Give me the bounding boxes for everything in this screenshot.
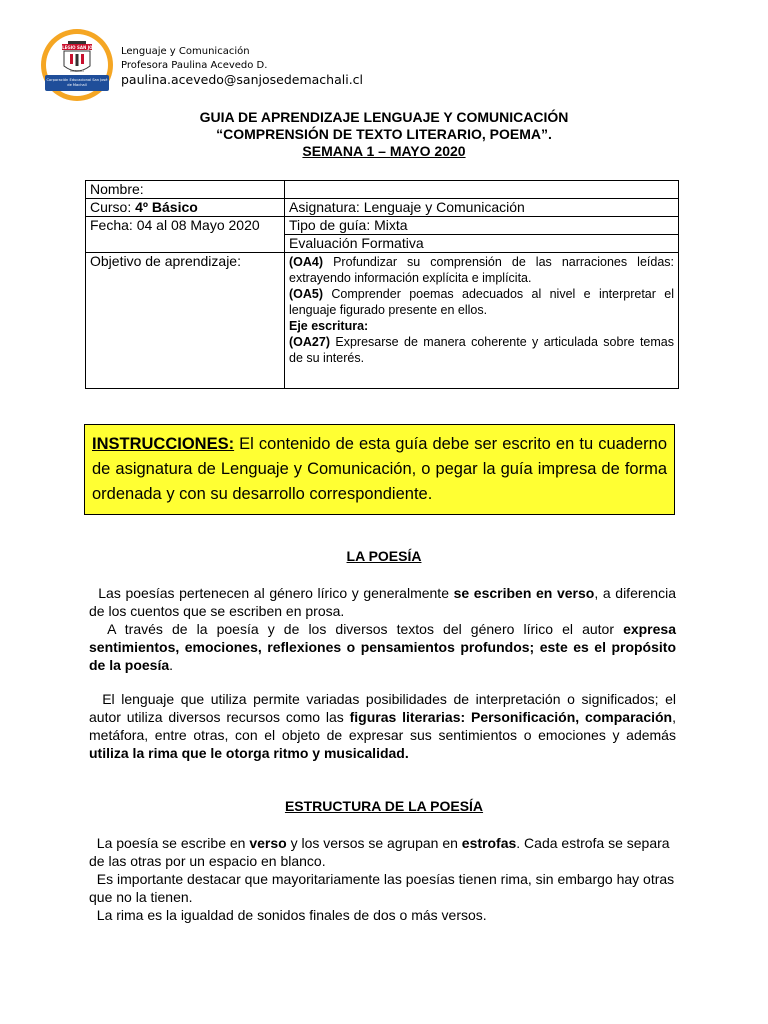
oa4-objective bbox=[289, 254, 674, 286]
tipo-guia-cell: Tipo de guía: Mixta bbox=[285, 217, 679, 235]
text-run: , a diferencia de los cuentos que se escriben en prosa. bbox=[89, 585, 680, 619]
bold-run: figuras literarias: Personificación, comparación bbox=[349, 709, 673, 725]
poesia-paragraph-3 bbox=[89, 690, 680, 762]
section-title-poesia: LA POESÍA bbox=[346, 548, 422, 564]
bold-run: expresa sentimientos, emociones, reflexiones o pensamientos profundos; este es el propósito de la poesía bbox=[89, 621, 680, 673]
logo-ribbon-text: Corporación Educacional San José de Machalí bbox=[46, 78, 108, 87]
text-run: El lenguaje que utiliza permite variadas posibilidades de interpretación o significados; el autor utiliza diversos recursos como las bbox=[89, 691, 680, 725]
text-run: . Cada estrofa se separa de las otras por un espacio en blanco. bbox=[89, 835, 674, 869]
oa4-text: Profundizar su comprensión de las narraciones leídas: extrayendo información explícita e implícita. bbox=[289, 255, 674, 285]
bold-run: se escriben en verso bbox=[453, 585, 595, 601]
poesia-paragraph-2 bbox=[89, 620, 680, 674]
fecha-cell: Fecha: 04 al 08 Mayo 2020 bbox=[86, 217, 285, 253]
title-line-2: “COMPRENSIÓN DE TEXTO LITERARIO, POEMA”. bbox=[216, 126, 552, 142]
header-info bbox=[121, 45, 363, 87]
curso-label: Curso: bbox=[90, 199, 136, 215]
poesia-paragraph-1 bbox=[89, 584, 680, 620]
text-run: , metáfora, entre otras, con el objeto de expresar sus sentimientos o emociones y además bbox=[89, 709, 680, 743]
instructions-box bbox=[84, 424, 675, 515]
bold-run: utiliza la rima que le otorga ritmo y musicalidad. bbox=[89, 745, 409, 761]
school-logo bbox=[40, 28, 114, 102]
table-row bbox=[86, 253, 679, 389]
title-line-1: GUIA DE APRENDIZAJE LENGUAJE Y COMUNICACIÓN bbox=[199, 109, 569, 125]
info-table bbox=[85, 180, 679, 389]
header-teacher: Profesora Paulina Acevedo D. bbox=[121, 60, 268, 71]
document-title bbox=[0, 109, 768, 160]
table-row bbox=[86, 181, 679, 199]
header-subject: Lenguaje y Comunicación bbox=[121, 46, 250, 57]
header-email: paulina.acevedo@sanjosedemachali.cl bbox=[121, 72, 364, 87]
oa5-text: Comprender poemas adecuados al nivel e interpretar el lenguaje figurado presente en ellos. bbox=[289, 287, 674, 317]
text-run: A través de la poesía y de los diversos textos del género lírico el autor bbox=[89, 621, 624, 637]
oa5-objective bbox=[289, 286, 674, 318]
oa27-objective bbox=[289, 334, 674, 366]
oa27-code: (OA27) bbox=[289, 335, 330, 349]
table-row bbox=[86, 217, 679, 235]
estructura-paragraph-3: La rima es la igualdad de sonidos finales de dos o más versos. bbox=[89, 907, 487, 923]
estructura-paragraph-2: Es importante destacar que mayoritariamente las poesías tienen rima, sin embargo hay otras que no la tienen. bbox=[89, 871, 679, 905]
objetivos-cell bbox=[285, 253, 679, 389]
bold-run: verso bbox=[249, 835, 287, 851]
oa5-code: (OA5) bbox=[289, 287, 324, 301]
text-run: y los versos se agrupan en bbox=[286, 835, 462, 851]
evaluacion-cell: Evaluación Formativa bbox=[285, 235, 679, 253]
bold-run: estrofas bbox=[461, 835, 517, 851]
text-run: Las poesías pertenecen al género lírico y generalmente bbox=[89, 585, 454, 601]
asignatura-cell: Asignatura: Lenguaje y Comunicación bbox=[285, 199, 679, 217]
title-line-3: SEMANA 1 – MAYO 2020 bbox=[302, 143, 466, 159]
logo-place-text: MACHALÍ bbox=[70, 69, 84, 73]
oa27-text: Expresarse de manera coherente y articulada sobre temas de su interés. bbox=[289, 335, 674, 365]
instructions-label: INSTRUCCIONES: bbox=[92, 435, 235, 453]
nombre-field[interactable] bbox=[285, 181, 679, 199]
text-run: La poesía se escribe en bbox=[89, 835, 250, 851]
table-row bbox=[86, 199, 679, 217]
nombre-label: Nombre: bbox=[86, 181, 285, 199]
estructura-paragraph-1 bbox=[89, 834, 676, 870]
objetivo-label: Objetivo de aprendizaje: bbox=[86, 253, 285, 389]
logo-banner-text: COLEGIO SAN JOSÉ bbox=[55, 45, 99, 50]
eje-label: Eje escritura: bbox=[289, 319, 369, 333]
section-title-estructura: ESTRUCTURA DE LA POESÍA bbox=[284, 798, 484, 814]
eje-escritura bbox=[289, 318, 674, 334]
curso-value: 4º Básico bbox=[135, 199, 198, 215]
instructions-text: El contenido de esta guía debe ser escrito en tu cuaderno de asignatura de Lenguaje y Comunicación, o pegar la guía impresa de forma ordenada y con su desarrollo correspondiente. bbox=[92, 435, 667, 503]
text-run: . bbox=[169, 657, 174, 673]
oa4-code: (OA4) bbox=[289, 255, 324, 269]
curso-cell bbox=[86, 199, 285, 217]
